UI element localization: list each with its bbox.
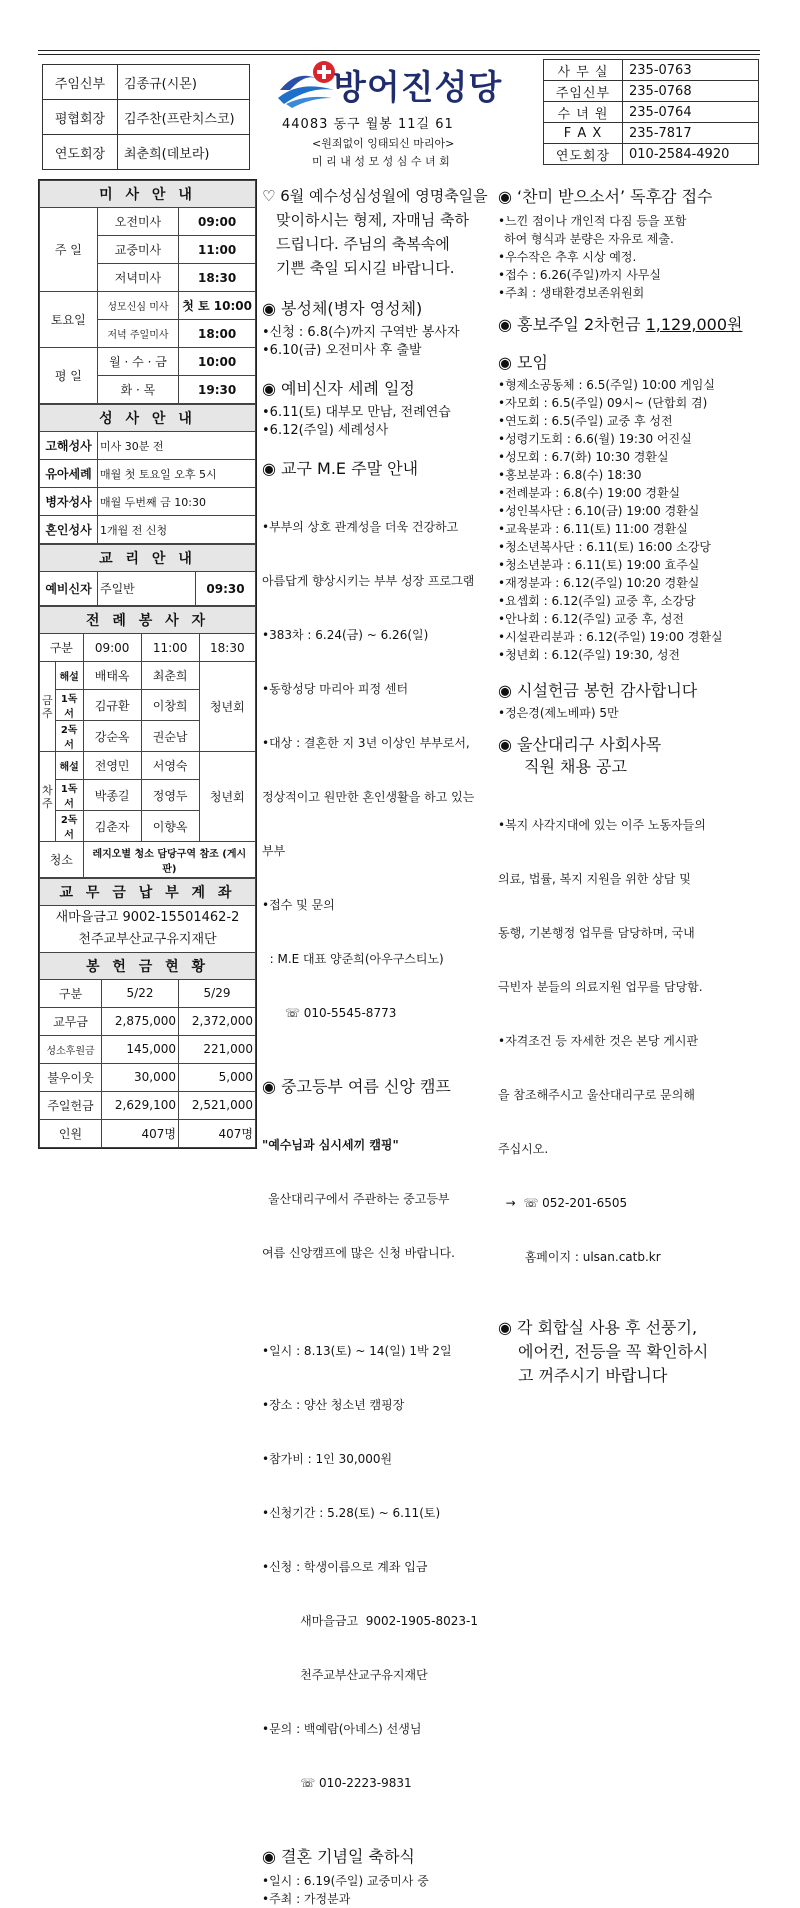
list-item: •자모회 : 6.5(주일) 09시~ (단합회 겸) [498, 396, 708, 410]
server: 강순옥 [83, 721, 141, 752]
text-line: 기쁜 축일 되시길 바랍니다. [276, 259, 455, 277]
account-section-title: 교 무 금 납 부 계 좌 [40, 879, 256, 906]
contact-number: 235-0763 [623, 60, 759, 81]
offering-amount: 2,629,100 [102, 1091, 179, 1119]
server-group: 청년회 [199, 752, 255, 842]
parish-logo-icon [276, 60, 338, 108]
text-line: : M.E 대표 양준희(아우구스티노) [262, 952, 444, 966]
server: 정영두 [141, 780, 199, 811]
text-line: •신청기간 : 5.28(토) ~ 6.11(토) [262, 1506, 441, 1520]
list-item: •연도회 : 6.5(주일) 교중 후 성전 [498, 414, 673, 428]
offering-amount: 2,875,000 [102, 1007, 179, 1035]
list-item: •청소년분과 : 6.11(토) 19:00 효주실 [498, 558, 700, 572]
sidebar-table [39, 180, 256, 404]
offering-type: 인원 [40, 1119, 102, 1147]
text-line: ◉ 각 회합실 사용 후 선풍기, [498, 1318, 698, 1337]
text-line: •일시 : 6.19(주일) 교중미사 중 [262, 1874, 429, 1888]
mass-time: 19:30 [179, 376, 256, 404]
text-line: •복지 사각지대에 있는 이주 노동자들의 [498, 818, 706, 832]
server: 이향옥 [141, 811, 199, 842]
section-body [262, 1872, 490, 1908]
section-title: ◉ ‘찬미 받으소서’ 독후감 접수 [498, 187, 713, 206]
text-line: 정상적이고 원만한 혼인생활을 하고 있는 [262, 790, 475, 804]
list-item: •홍보분과 : 6.8(수) 18:30 [498, 468, 642, 482]
text-line: •접수 : 6.26(주일)까지 사무실 [498, 268, 661, 282]
next-week-label: 차 주 [40, 752, 56, 842]
liturgy-header: 11:00 [141, 634, 199, 662]
mass-name: 오전미사 [97, 208, 179, 236]
account-number: 새마을금고 9002-15501462-2 [55, 909, 240, 925]
doctrine-name: 예비신자 [40, 572, 98, 606]
offering-header: 5/29 [179, 979, 256, 1007]
header-contact-table [543, 59, 759, 165]
role: 1독서 [55, 690, 83, 721]
text-line: 주십시오. [498, 1142, 549, 1156]
text-line: •일시 : 8.13(토) ~ 14(일) 1박 2일 [262, 1344, 452, 1358]
second-collection-amount: 1,129,000원 [645, 315, 743, 334]
server: 박종길 [83, 780, 141, 811]
offering-amount: 221,000 [179, 1035, 256, 1063]
contact-label: F A X [544, 123, 623, 144]
text-line: •주최 : 가정분과 [262, 1892, 351, 1906]
text-line: •6.11(토) 대부모 만남, 전례연습 [262, 405, 451, 420]
section-title: ◉ 중고등부 여름 신앙 캠프 [262, 1077, 451, 1096]
section-body [498, 212, 762, 302]
server: 전영민 [83, 752, 141, 780]
text-line: •신청 : 6.8(수)까지 구역반 봉사자 [262, 325, 460, 340]
role: 1독서 [55, 780, 83, 811]
doctrine-time: 09:30 [196, 572, 256, 606]
text-line: •자격조건 등 자세한 것은 본당 게시판 [498, 1034, 699, 1048]
mass-time: 18:30 [179, 264, 256, 292]
text-line: 동행, 기본행정 업무를 담당하며, 국내 [498, 926, 695, 940]
mass-time: 첫 토 10:00 [179, 292, 256, 320]
text-line: •접수 및 문의 [262, 898, 335, 912]
text-line: 하여 형식과 분량은 자유로 제출. [504, 232, 674, 246]
server: 권순남 [141, 721, 199, 752]
list-item: •교육분과 : 6.11(토) 11:00 경환실 [498, 522, 688, 536]
liturgy-header: 18:30 [199, 634, 255, 662]
offering-amount: 2,521,000 [179, 1091, 256, 1119]
meetings-list [498, 376, 762, 664]
section-body [498, 704, 762, 722]
role: 해설 [55, 752, 83, 780]
offering-header: 구분 [40, 979, 102, 1007]
text-line: 아름답게 향상시키는 부부 성장 프로그램 [262, 574, 475, 588]
role: 2독서 [55, 811, 83, 842]
section-body [262, 1100, 490, 1828]
parish-address: 44083 동구 월봉 11길 61 [282, 117, 454, 132]
notice-turn-off [498, 1316, 762, 1388]
patron-line: <원죄없이 잉태되신 마리아> [312, 137, 455, 150]
text-line: •느낀 점이나 개인적 다짐 등을 포함 [498, 214, 687, 228]
text-line [262, 1298, 490, 1306]
liturgy-header: 09:00 [83, 634, 141, 662]
section-title [498, 314, 762, 336]
mass-time: 09:00 [179, 208, 256, 236]
offering-type: 성소후원금 [40, 1035, 102, 1063]
text-line: •383차 : 6.24(금) ~ 6.26(일) [262, 628, 429, 642]
section-title: ◉ 시설헌금 봉헌 감사합니다 [498, 681, 698, 700]
sunday-label: 주 일 [40, 208, 98, 292]
section-title: ◉ 결혼 기념일 축하식 [262, 1847, 415, 1866]
text-line: 고 꺼주시기 바랍니다 [518, 1366, 668, 1385]
text-line: 울산대리구에서 주관하는 중고등부 [268, 1192, 450, 1206]
mass-name: 저녁미사 [97, 264, 179, 292]
server: 김규환 [83, 690, 141, 721]
offering-header: 5/22 [102, 979, 179, 1007]
section-body [262, 404, 490, 440]
doctrine-table [39, 544, 256, 606]
list-item: •형제소공동체 : 6.5(주일) 10:00 게임실 [498, 378, 715, 392]
text-line: •대상 : 결혼한 지 3년 이상인 부부로서, [262, 736, 470, 750]
section-subtitle: 직원 채용 공고 [524, 757, 627, 776]
text-line: 의료, 법률, 복지 지원을 위한 상담 및 [498, 872, 691, 886]
account-table [39, 878, 256, 952]
offering-type: 불우이웃 [40, 1063, 102, 1091]
mass-name: 저녁 주일미사 [97, 320, 179, 348]
text-line: •장소 : 양산 청소년 캠핑장 [262, 1398, 405, 1412]
sacrament-table [39, 404, 256, 544]
sacrament-time: 미사 30분 전 [98, 432, 256, 460]
text-line: •6.12(주일) 세례성사 [262, 423, 389, 438]
contact-label: 연도회장 [544, 144, 623, 165]
text-line: •정은경(제노베파) 5만 [498, 706, 619, 720]
liturgy-table [39, 606, 256, 878]
section-title: ◉ 봉성체(병자 영성체) [262, 299, 423, 318]
text-line: 천주교부산교구유지재단 [262, 1668, 428, 1682]
server: 서영숙 [141, 752, 199, 780]
offering-amount: 30,000 [102, 1063, 179, 1091]
weekday-label: 평 일 [40, 348, 98, 404]
section-title: ◉ 교구 M.E 주말 안내 [262, 459, 419, 478]
list-item: •청년회 : 6.12(주일) 19:30, 성전 [498, 648, 681, 662]
offering-table [39, 952, 256, 1148]
list-item: •안나회 : 6.12(주일) 교중 후, 성전 [498, 612, 685, 626]
top-rule [38, 50, 760, 55]
contact-number: 235-0768 [623, 81, 759, 102]
role: 해설 [55, 662, 83, 690]
role: 2독서 [55, 721, 83, 752]
section-body [262, 482, 490, 1058]
mass-name: 성모신심 미사 [97, 292, 179, 320]
sacrament-name: 병자성사 [40, 488, 98, 516]
mass-time: 11:00 [179, 236, 256, 264]
sacrament-name: 혼인성사 [40, 516, 98, 544]
text-line: •참가비 : 1인 30,000원 [262, 1452, 393, 1466]
contact-number: 235-0764 [623, 102, 759, 123]
text-line: 여름 신앙캠프에 많은 신청 바랍니다. [262, 1246, 455, 1260]
cleaning-label: 청소 [40, 842, 84, 878]
offering-amount: 407명 [179, 1119, 256, 1147]
sidebar-info [38, 179, 257, 1149]
sacrament-time: 1개월 전 신청 [98, 516, 256, 544]
section-body [262, 324, 490, 360]
list-item: •성인복사단 : 6.10(금) 19:00 경환실 [498, 504, 700, 518]
offering-section-title: 봉 헌 금 현 황 [40, 952, 256, 979]
text-line: •신청 : 학생이름으로 계좌 입금 [262, 1560, 428, 1574]
section-title: ◉ 예비신자 세례 일정 [262, 379, 415, 398]
sacrament-time: 매월 첫 토요일 오후 5시 [98, 460, 256, 488]
server-group: 청년회 [199, 662, 255, 752]
sisters-line: 미 리 내 성 모 성 심 수 녀 회 [312, 155, 450, 168]
text-line: 맞이하시는 형제, 자매님 축하 [276, 211, 469, 229]
text-line: •우수작은 추후 시상 예정. [498, 250, 637, 264]
liturgy-section-title: 전 례 봉 사 자 [40, 607, 256, 634]
text-line: ♡ 6월 예수성심성월에 영명축일을 [262, 187, 488, 205]
server: 배태옥 [83, 662, 141, 690]
parish-name: 방어진성당 [333, 68, 503, 108]
staff-role: 연도회장 [43, 135, 118, 170]
list-item: •성령기도회 : 6.6(월) 19:30 어진실 [498, 432, 692, 446]
staff-name: 최춘희(데보라) [118, 135, 250, 170]
sacrament-name: 고해성사 [40, 432, 98, 460]
list-item: •청소년복사단 : 6.11(토) 16:00 소강당 [498, 540, 711, 554]
account-holder: 천주교부산교구유지재단 [78, 931, 217, 947]
mass-name: 화 · 목 [97, 376, 179, 404]
mass-time: 18:00 [179, 320, 256, 348]
text-line: 을 참조해주시고 울산대리구로 문의해 [498, 1088, 695, 1102]
list-item: •요셉회 : 6.12(주일) 교중 후, 소강당 [498, 594, 696, 608]
text-line: 부부 [262, 844, 286, 858]
mass-name: 교중미사 [97, 236, 179, 264]
mass-time: 10:00 [179, 348, 256, 376]
liturgy-header: 구분 [40, 634, 84, 662]
staff-name: 김종규(시몬) [118, 65, 250, 100]
contact-label: 사 무 실 [544, 60, 623, 81]
list-item: •재정분과 : 6.12(주일) 10:20 경환실 [498, 576, 700, 590]
offering-amount: 5,000 [179, 1063, 256, 1091]
contact-number: 235-7817 [623, 123, 759, 144]
offering-amount: 407명 [102, 1119, 179, 1147]
server: 최춘희 [141, 662, 199, 690]
section-title: ◉ 울산대리구 사회사목 [498, 735, 662, 754]
middle-column [262, 184, 490, 1908]
contact-label: 주임신부 [544, 81, 623, 102]
text-line: → ☏ 052-201-6505 [498, 1196, 628, 1210]
account-info [40, 906, 256, 952]
sacrament-name: 유아세례 [40, 460, 98, 488]
text-line: •부부의 상호 관계성을 더욱 건강하고 [262, 520, 459, 534]
offering-amount: 2,372,000 [179, 1007, 256, 1035]
text-line: •동항성당 마리아 피정 센터 [262, 682, 409, 696]
cleaning-note: 레지오별 청소 담당구역 참조 (게시판) [83, 842, 255, 878]
sacrament-time: 매월 두번째 금 10:30 [98, 488, 256, 516]
staff-role: 주임신부 [43, 65, 118, 100]
staff-name: 김주찬(프란치스코) [118, 100, 250, 135]
text-line: 극빈자 분들의 의료지원 업무를 담당함. [498, 980, 703, 994]
server: 김춘자 [83, 811, 141, 842]
text-line: 홈페이지 : ulsan.catb.kr [498, 1250, 661, 1264]
list-item: •성모회 : 6.7(화) 10:30 경환실 [498, 450, 669, 464]
mass-section-title: 미 사 안 내 [40, 181, 256, 208]
contact-label: 수 녀 원 [544, 102, 623, 123]
text-line: 에어컨, 전등을 꼭 확인하시 [518, 1342, 709, 1361]
doctrine-class: 주일반 [98, 572, 196, 606]
staff-role: 평협회장 [43, 100, 118, 135]
list-item: •전례분과 : 6.8(수) 19:00 경환실 [498, 486, 681, 500]
saturday-label: 토요일 [40, 292, 98, 348]
offering-type: 교무금 [40, 1007, 102, 1035]
camp-slogan: "예수님과 심시세끼 캠핑" [262, 1138, 399, 1152]
mass-name: 월 · 수 · 금 [97, 348, 179, 376]
server: 이창희 [141, 690, 199, 721]
section-body [498, 780, 762, 1302]
doctrine-section-title: 교 리 안 내 [40, 545, 256, 572]
offering-type: 주일헌금 [40, 1091, 102, 1119]
right-column [498, 186, 762, 1388]
offering-label: ◉ 홍보주일 2차헌금 [498, 315, 646, 334]
this-week-label: 금 주 [40, 662, 56, 752]
contact-number: 010-2584-4920 [623, 144, 759, 165]
offering-amount: 145,000 [102, 1035, 179, 1063]
text-line: ☏ 010-5545-8773 [262, 1006, 397, 1020]
text-line: •문의 : 백예람(아녜스) 선생님 [262, 1722, 422, 1736]
text-line: •주최 : 생태환경보존위원회 [498, 286, 645, 300]
sacrament-section-title: 성 사 안 내 [40, 405, 256, 432]
text-line: ☏ 010-2223-9831 [262, 1776, 412, 1790]
section-title: ◉ 모임 [498, 353, 548, 372]
header-staff-table [42, 64, 250, 170]
text-line: •6.10(금) 오전미사 후 출발 [262, 343, 422, 358]
text-line: 새마을금고 9002-1905-8023-1 [262, 1614, 478, 1628]
feast-greeting [262, 184, 490, 280]
list-item: •시설관리분과 : 6.12(주일) 19:00 경환실 [498, 630, 723, 644]
text-line: 드립니다. 주님의 축복속에 [276, 235, 450, 253]
